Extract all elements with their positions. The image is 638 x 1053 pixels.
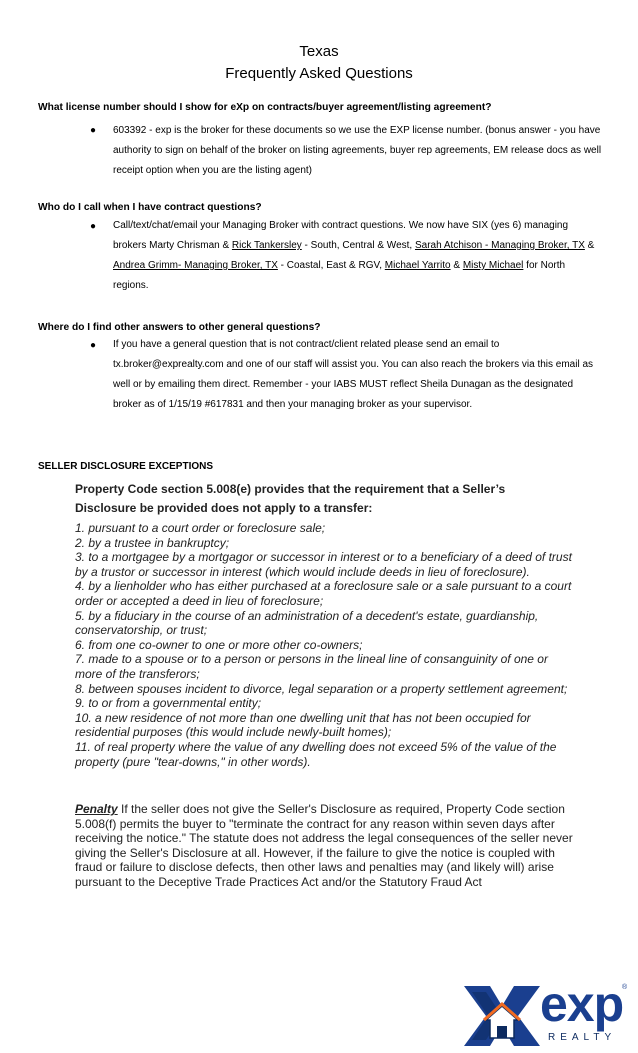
- page-title: Frequently Asked Questions: [225, 65, 413, 82]
- logo-brand-text: exp: [540, 976, 624, 1032]
- link-misty-michael[interactable]: Misty Michael: [462, 260, 524, 271]
- link-michael-yarrito[interactable]: Michael Yarrito: [384, 260, 451, 271]
- link-rick-tankersley[interactable]: Rick Tankersley: [231, 240, 302, 251]
- exceptions-list: [75, 521, 575, 769]
- list-item: 5. by a fiduciary in the course of an administration of a decedent's estate, guardianship, conservatorship, or trust;: [75, 608, 539, 638]
- list-item: 9. to or from a governmental entity;: [75, 696, 262, 711]
- link-sarah-atchison[interactable]: Sarah Atchison - Managing Broker, TX: [414, 240, 585, 251]
- faq-question-license: What license number should I show for eXp on contracts/buyer agreement/listing agreement?: [38, 102, 492, 113]
- penalty-label: Penalty: [75, 802, 118, 816]
- list-item: 1. pursuant to a court order or foreclosure sale;: [75, 521, 326, 535]
- list-item: 10. a new residence of not more than one dwelling unit that has not been occupied for residential purposes (this would include newly-built homes);: [75, 710, 531, 740]
- list-item: 4. by a lienholder who has either purchased at a foreclosure sale or a sale pursuant to a court order or accepted a deed in lieu of foreclosure;: [75, 579, 572, 608]
- bullet-icon: ●: [90, 221, 97, 232]
- list-item: 7. made to a spouse or to a person or persons in the lineal line of consanguinity of one or more of the transferors;: [75, 652, 548, 681]
- section-heading-seller-disclosure: SELLER DISCLOSURE EXCEPTIONS: [38, 461, 214, 472]
- bullet-icon: ●: [90, 125, 97, 136]
- property-code-intro: Property Code section 5.008(e) provides that the requirement that a Seller’s Disclosure be provided does not apply to a transfer:: [75, 482, 506, 515]
- faq-question-contract: Who do I call when I have contract questions?: [38, 202, 262, 213]
- list-item: 11. of real property where the value of any dwelling does not exceed 5% of the value of the property (pure "tear-downs," in other words).: [75, 739, 557, 769]
- penalty-paragraph: [75, 802, 575, 890]
- bullet-icon: ●: [90, 340, 97, 351]
- faq-question-general: Where do I find other answers to other general questions?: [38, 322, 321, 333]
- list-item: 3. to a mortgagee by a mortgagor or successor in interest or to a beneficiary of a deed of trust by a trustor or successor in interest (which would include deeds in lieu of foreclosure).: [75, 550, 572, 579]
- faq-answer-license: 603392 - exp is the broker for these documents so we use the EXP license number. (bonus answer - you have authority to sign on behalf of the broker on listing agreements, buyer rep agreements, EM release docs as well receipt option when you are the listing agent): [113, 125, 602, 176]
- exp-realty-logo: [462, 976, 632, 1048]
- logo-realty-text: REALTY: [548, 1032, 617, 1043]
- page-title-state: Texas: [299, 43, 339, 60]
- list-item: 8. between spouses incident to divorce, legal separation or a property settlement agreement;: [75, 681, 568, 696]
- penalty-text: If the seller does not give the Seller's Disclosure as required, Property Code section 5.008(f) permits the buyer to "terminate the contract for any reason within seven days after receiving the notice." The statute does not address the legal consequences of the seller never giving the Seller's Disclosure at all. However, if the failure to give the notice is coupled with fraud or failure to disclose defects, then other laws and penalties may (and likely will) arise pursuant to the Deceptive Trade Practices Act and/or the Statutory Fraud Act: [75, 802, 573, 889]
- faq-answer-contract: Call/text/chat/email your Managing Broker with contract questions. We now have SIX (yes 6) managing brokers Marty Chrisman & Rick Tankersley - South, Central & West, Sarah Atchison - Managing Broker, TX & Andrea Grimm- Managing Broker, TX - Coastal, East & RGV, Michael Yarrito & Misty Michael for North regions.: [113, 220, 595, 291]
- faq-answer-general: If you have a general question that is not contract/client related please send an email to tx.broker@exprealty.com and one of our staff will assist you. You can also reach the brokers via this email as well or by emailing them direct. Remember - your IABS MUST reflect Sheila Dunagan as the designated broker as of 1/15/19 #617831 and then your managing broker as your supervisor.: [113, 339, 594, 410]
- logo-tm: ®: [622, 984, 628, 991]
- list-item: 2. by a trustee in bankruptcy;: [75, 535, 230, 550]
- link-andrea-grimm[interactable]: Andrea Grimm- Managing Broker, TX: [113, 260, 278, 271]
- list-item: 6. from one co-owner to one or more other co-owners;: [75, 637, 363, 652]
